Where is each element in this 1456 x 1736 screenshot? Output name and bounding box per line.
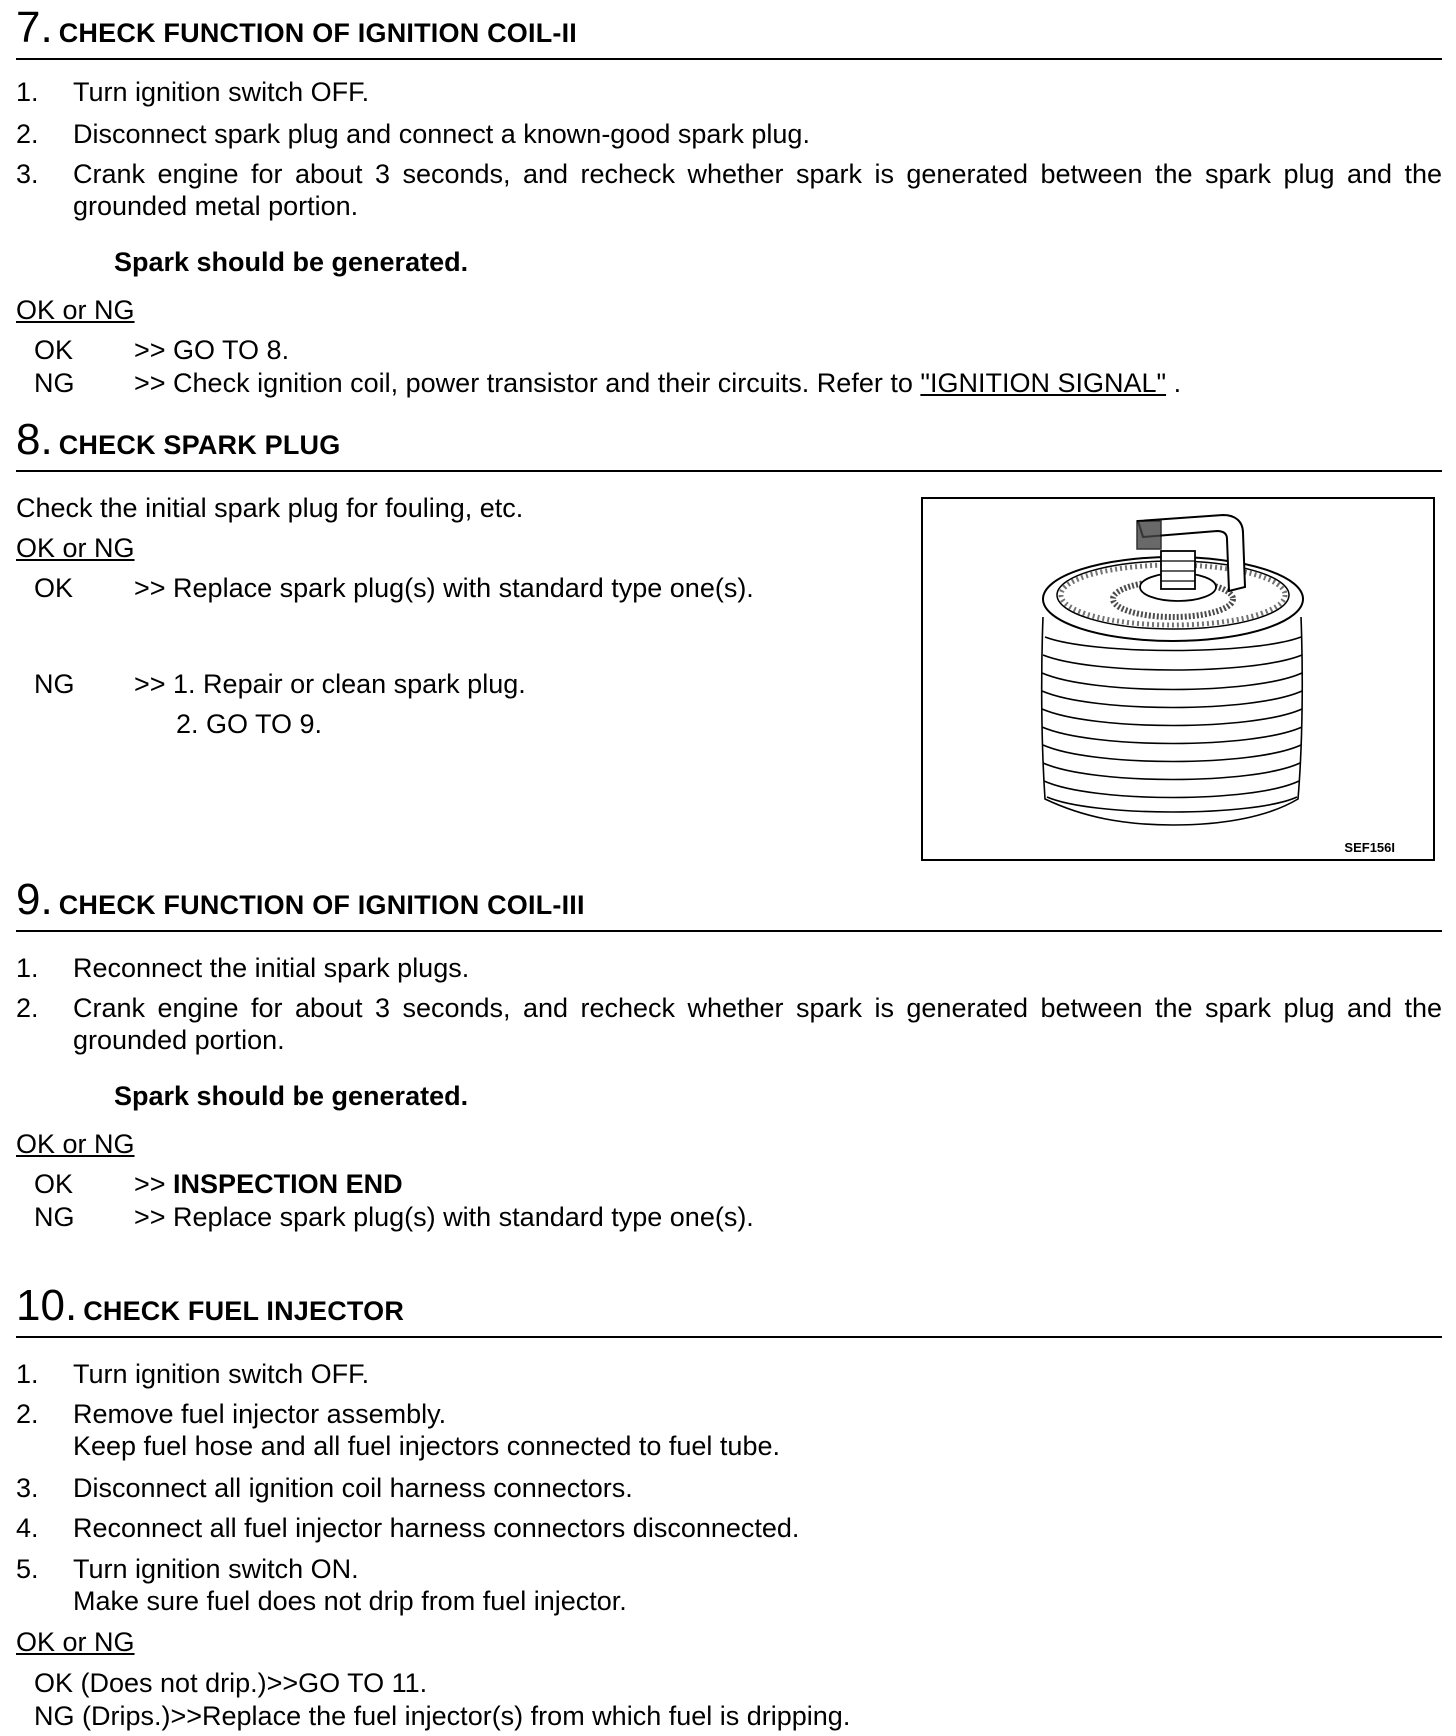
step-9-ng-text: >> Replace spark plug(s) with standard type one(s). [134, 1202, 754, 1232]
step-7-ok-text: >> GO TO 8. [134, 335, 290, 365]
step-9-ok-prefix: >> [134, 1169, 174, 1199]
step-8-ok-label: OK [34, 573, 74, 603]
step-10-ok-text: OK (Does not drip.)>>GO TO 11. [34, 1668, 428, 1698]
step-8-header [16, 415, 1442, 472]
step-7-ng-text: >> Check ignition coil, power transistor and their circuits. Refer to [134, 368, 921, 398]
figure-caption: SEF156I [1344, 840, 1395, 855]
step-10-ng-text: NG (Drips.)>>Replace the fuel injector(s) from which fuel is dripping. [34, 1701, 851, 1731]
step-7-item-2-text: Disconnect spark plug and connect a known-good spark plug. [73, 119, 810, 149]
step-8-intro: Check the initial spark plug for fouling, etc. [16, 493, 524, 523]
step-10-item-3-text: Disconnect all ignition coil harness connectors. [73, 1473, 633, 1503]
step-7-header [16, 3, 1442, 60]
step-7-item-1-text: Turn ignition switch OFF. [73, 77, 370, 107]
step-7-item-3-text: Crank engine for about 3 seconds, and recheck whether spark is generated between the spark plug and the grounded metal portion. [73, 159, 1442, 221]
step-7-spec: Spark should be generated. [114, 247, 469, 277]
step-7-item-1-number: 1. [16, 77, 39, 107]
step-8-ng-label: NG [34, 669, 75, 699]
step-10-title: CHECK FUEL INJECTOR [83, 1296, 405, 1326]
step-10-header [16, 1281, 1442, 1338]
spark-plug-illustration [923, 499, 1433, 859]
step-7-item-2-number: 2. [16, 119, 39, 149]
step-7-ng-label: NG [34, 368, 75, 398]
spark-plug-figure [921, 497, 1435, 861]
step-9-spec: Spark should be generated. [114, 1081, 469, 1111]
step-10-item-4-number: 4. [16, 1513, 39, 1543]
step-10-item-4-text: Reconnect all fuel injector harness connectors disconnected. [73, 1513, 800, 1543]
step-10-item-2-text: Remove fuel injector assembly. [73, 1399, 447, 1429]
step-10-item-5-text-2: Make sure fuel does not drip from fuel injector. [73, 1586, 627, 1616]
step-10-item-2-number: 2. [16, 1399, 39, 1429]
step-7-title: CHECK FUNCTION OF IGNITION COIL-II [58, 18, 577, 48]
step-8-ok-or-ng-heading: OK or NG [16, 533, 135, 563]
step-7-ok-label: OK [34, 335, 74, 365]
step-10-item-1-text: Turn ignition switch OFF. [73, 1359, 370, 1389]
step-9-header [16, 875, 1442, 932]
step-10-item-5-text: Turn ignition switch ON. [73, 1554, 359, 1584]
step-9-number: 9. [16, 875, 53, 924]
step-9-ok-result [134, 1168, 403, 1200]
step-9-item-2-text: Crank engine for about 3 seconds, and recheck whether spark is generated between the spark plug and the grounded portion. [73, 993, 1442, 1055]
step-9-item-1-number: 1. [16, 953, 39, 983]
step-8-title: CHECK SPARK PLUG [58, 430, 341, 460]
step-9-ok-label: OK [34, 1169, 74, 1199]
step-10-item-1-number: 1. [16, 1359, 39, 1389]
step-8-number: 8. [16, 415, 53, 464]
step-9-item-2-number: 2. [16, 993, 39, 1023]
step-7-number: 7. [16, 3, 53, 52]
step-9-item-1-text: Reconnect the initial spark plugs. [73, 953, 470, 983]
step-10-item-3-number: 3. [16, 1473, 39, 1503]
step-10-ok-or-ng-heading: OK or NG [16, 1627, 135, 1657]
step-7-ok-or-ng-heading: OK or NG [16, 295, 135, 325]
step-10-number: 10. [16, 1281, 78, 1330]
step-7-ng-result [134, 367, 1181, 399]
step-10-item-2-text-2: Keep fuel hose and all fuel injectors connected to fuel tube. [73, 1431, 780, 1461]
step-9-ok-or-ng-heading: OK or NG [16, 1129, 135, 1159]
step-8-ng-text-1: >> 1. Repair or clean spark plug. [134, 669, 526, 699]
ignition-signal-link[interactable]: "IGNITION SIGNAL" [920, 368, 1167, 398]
step-8-ok-text: >> Replace spark plug(s) with standard type one(s). [134, 573, 754, 603]
step-9-ng-label: NG [34, 1202, 75, 1232]
step-7-ng-suffix: . [1166, 368, 1182, 398]
step-9-title: CHECK FUNCTION OF IGNITION COIL-III [58, 890, 585, 920]
step-9-ok-text: INSPECTION END [173, 1169, 403, 1199]
step-8-ng-text-2: 2. GO TO 9. [176, 709, 323, 739]
step-7-item-3-number: 3. [16, 159, 39, 189]
step-10-item-5-number: 5. [16, 1554, 39, 1584]
